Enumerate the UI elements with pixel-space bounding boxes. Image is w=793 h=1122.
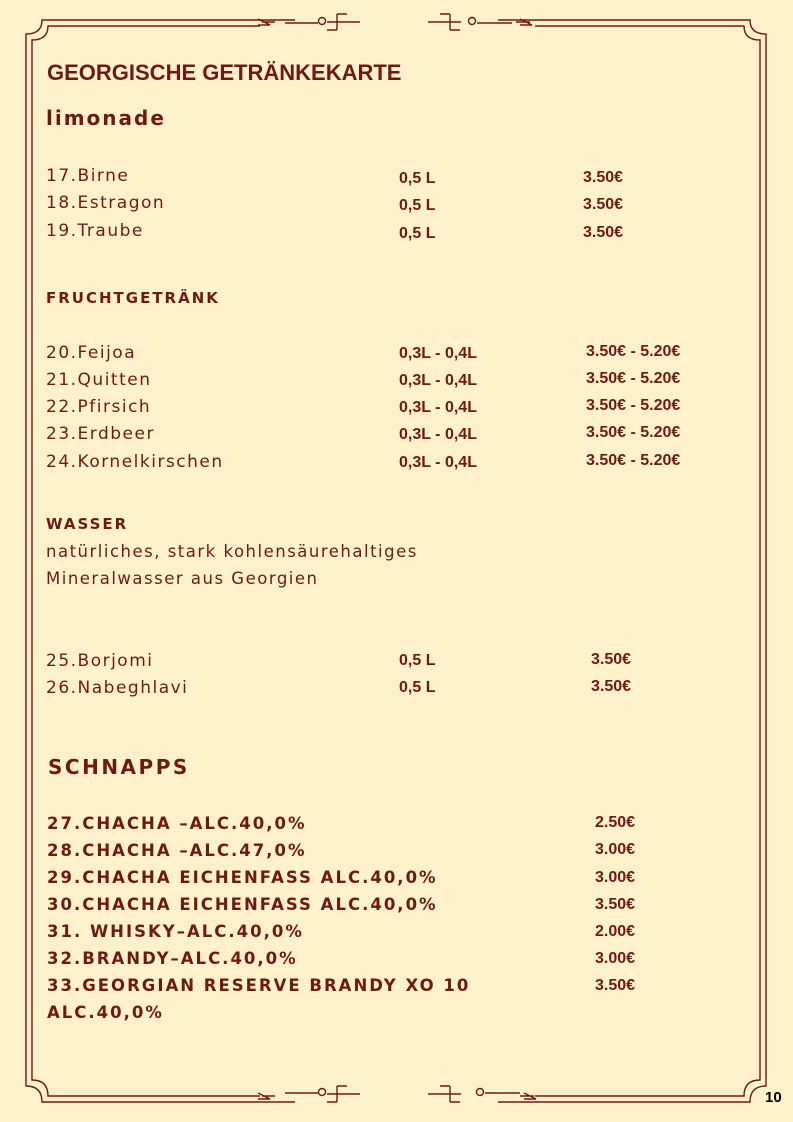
item-volume: 0,3L - 0,4L (399, 372, 477, 389)
wasser-description-line2: Mineralwasser aus Georgien (46, 569, 319, 588)
item-price: 3.00€ (595, 841, 636, 858)
page-title: GEORGISCHE GETRÄNKEKARTE (47, 60, 402, 85)
item-name: 24.Kornelkirschen (46, 452, 224, 472)
item-name: 20.Feijoa (46, 343, 137, 363)
item-price: 3.50€ - 5.20€ (586, 370, 681, 387)
item-price: 3.50€ - 5.20€ (586, 424, 681, 441)
item-name: 33.GEORGIAN RESERVE BRANDY XO 10 (47, 976, 471, 995)
item-name: 23.Erdbeer (46, 424, 155, 444)
item-price: 2.50€ (595, 814, 636, 831)
item-volume: 0,3L - 0,4L (399, 454, 477, 471)
item-price: 3.50€ (583, 196, 624, 213)
item-volume: 0,5 L (399, 679, 436, 696)
item-volume: 0,5 L (399, 170, 436, 187)
wasser-description-line1: natürliches, stark kohlensäurehaltiges (46, 542, 418, 561)
item-name: 31. WHISKY–ALC.40,0% (47, 922, 304, 941)
item-name: 19.Traube (46, 221, 144, 241)
item-price: 3.50€ - 5.20€ (586, 343, 681, 360)
item-name: 27.CHACHA –ALC.40,0% (47, 814, 307, 833)
item-price: 3.50€ (595, 896, 636, 913)
item-price: 3.50€ (583, 224, 624, 241)
item-name: 22.Pfirsich (46, 397, 152, 417)
item-name: 21.Quitten (46, 370, 152, 390)
item-name: 30.CHACHA EICHENFASS ALC.40,0% (47, 895, 438, 914)
section-heading-schnapps: SCHNAPPS (48, 755, 190, 779)
item-name-continued: ALC.40,0% (47, 1003, 164, 1022)
item-volume: 0,3L - 0,4L (399, 426, 477, 443)
item-price: 3.50€ (595, 977, 636, 994)
item-price: 3.50€ - 5.20€ (586, 452, 681, 469)
section-heading-wasser: WASSER (46, 515, 129, 533)
section-heading-fruchtgetraenk: FRUCHTGETRÄNK (46, 289, 220, 307)
item-price: 3.50€ - 5.20€ (586, 397, 681, 414)
item-name: 29.CHACHA EICHENFASS ALC.40,0% (47, 868, 438, 887)
section-heading-limonade: limonade (46, 106, 166, 130)
item-name: 18.Estragon (46, 193, 166, 213)
item-price: 3.50€ (591, 651, 632, 668)
item-volume: 0,5 L (399, 225, 436, 242)
item-price: 3.00€ (595, 950, 636, 967)
item-volume: 0,5 L (399, 197, 436, 214)
item-name: 17.Birne (46, 166, 130, 186)
item-price: 3.00€ (595, 869, 636, 886)
item-name: 26.Nabeghlavi (46, 678, 189, 698)
item-volume: 0,5 L (399, 652, 436, 669)
item-price: 3.50€ (583, 169, 624, 186)
item-name: 32.BRANDY–ALC.40,0% (47, 949, 298, 968)
page-number: 10 (765, 1089, 782, 1106)
item-name: 28.CHACHA –ALC.47,0% (47, 841, 307, 860)
item-volume: 0,3L - 0,4L (399, 345, 477, 362)
item-price: 2.00€ (595, 923, 636, 940)
item-name: 25.Borjomi (46, 651, 154, 671)
item-price: 3.50€ (591, 678, 632, 695)
item-volume: 0,3L - 0,4L (399, 399, 477, 416)
